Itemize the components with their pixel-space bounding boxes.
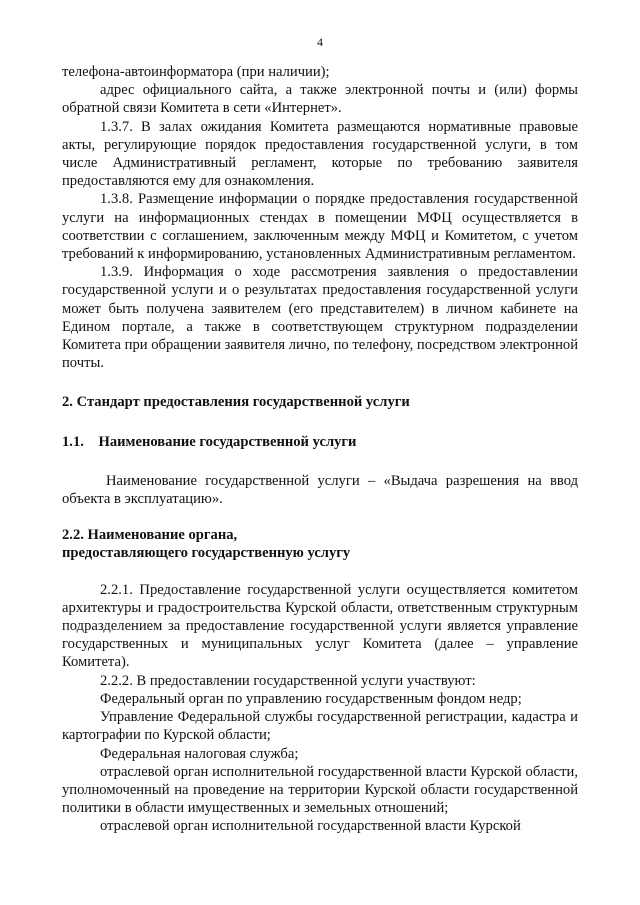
paragraph-1-3-7: 1.3.7. В залах ожидания Комитета размещаются нормативные правовые акты, регулирующие порядок предоставления государственной услуги, в том числе Административный регламент, которые по требованию заявителя предоставляются ему для ознакомления. bbox=[62, 118, 578, 190]
paragraph-1-3-9: 1.3.9. Информация о ходе рассмотрения заявления о предоставлении государственной услуги и о результатах предоставления государственной услуги может быть получена заявителем (его представителем) в личном кабинете на Едином портале, а также в соответствующем структурном подразделении Комитета при обращении заявителя лично, по телефону, посредством электронной почты. bbox=[62, 264, 578, 372]
paragraph-1-3-8: 1.3.8. Размещение информации о порядке предоставления государственной услуги на информационных стендах в помещении МФЦ осуществляется в соответствии с соглашением, заключенным между МФЦ и Комитетом, с учетом требований к информированию, установленных Административным регламентом. bbox=[62, 191, 578, 263]
page-number: 4 bbox=[317, 35, 323, 49]
subsection-2-1-heading: 1.1. Наименование государственной услуги bbox=[62, 433, 357, 450]
paragraph-2-2-1: 2.2.1. Предоставление государственной услуги осуществляется комитетом архитектуры и градостроительства Курской области, ответственным структурным подразделением за предоставление государственной услуги является управление государственных и муниципальных услуг Комитета (далее – управление Комитета). bbox=[62, 581, 578, 671]
paragraph-tail-line: телефона-автоинформатора (при наличии); bbox=[62, 64, 330, 80]
participant-item: Управление Федеральной службы государственной регистрации, кадастра и картографии по Курской области; bbox=[62, 709, 578, 744]
paragraph-website: адрес официального сайта, а также электронной почты и (или) формы обратной связи Комитета в сети «Интернет». bbox=[62, 82, 578, 117]
page-content bbox=[62, 63, 578, 836]
paragraph-2-2-2: 2.2.2. В предоставлении государственной услуги участвуют: bbox=[100, 672, 476, 689]
subsection-2-2-heading-line-1: 2.2. Наименование органа, bbox=[62, 527, 238, 544]
section-2-heading: 2. Стандарт предоставления государственной услуги bbox=[62, 394, 410, 411]
paragraph-2-1: Наименование государственной услуги – «Выдача разрешения на ввод объекта в эксплуатацию». bbox=[62, 472, 578, 508]
participant-item: отраслевой орган исполнительной государственной власти Курской bbox=[100, 818, 521, 835]
subsection-2-2-heading-line-2: предоставляющего государственную услугу bbox=[62, 545, 351, 562]
participant-item: Федеральная налоговая служба; bbox=[100, 745, 299, 762]
participant-item: отраслевой орган исполнительной государственной власти Курской области, уполномоченный на проведение на территории Курской области государственной политики в области имущественных и земельных отношений; bbox=[62, 763, 578, 817]
participant-item: Федеральный орган по управлению государственным фондом недр; bbox=[100, 690, 522, 707]
